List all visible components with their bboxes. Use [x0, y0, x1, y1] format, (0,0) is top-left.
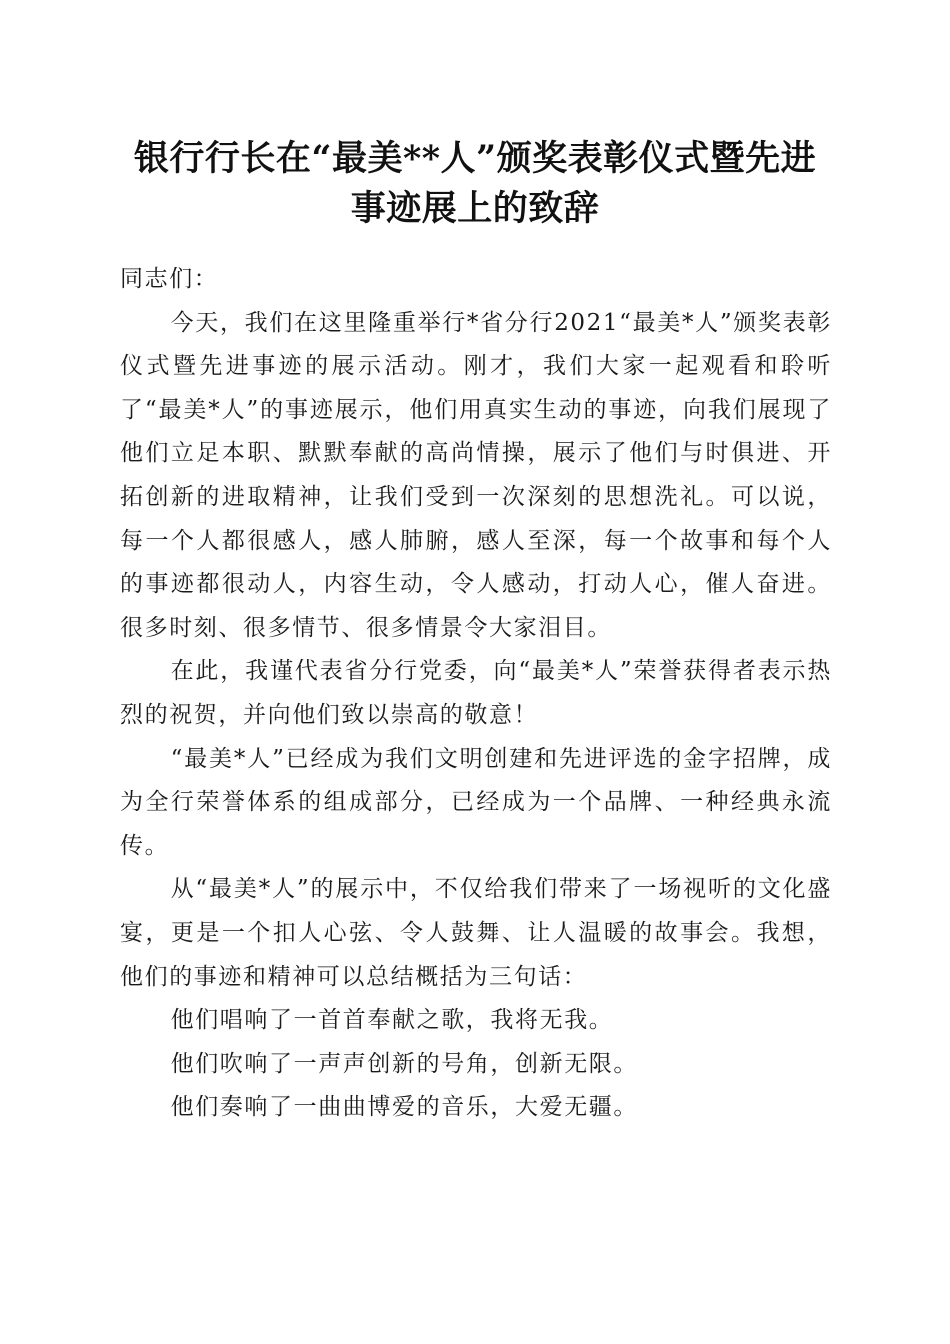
title-line-1: 银行行长在“最美**人”颁奖表彰仪式暨先进	[133, 138, 817, 179]
title-line-2: 事迹展上的致辞	[350, 188, 600, 229]
paragraph-opening: 今天，我们在这里隆重举行*省分行2021“最美*人”颁奖表彰仪式暨先进事迹的展示活动。刚才，我们大家一起观看和聆听了“最美*人”的事迹展示，他们用真实生动的事迹，向我们展现了他们立足本职、默默奉献的高尚情操，展示了他们与时俱进、开拓创新的进取精神，让我们受到一次深刻的思想洗礼。可以说，每一个人都很感人，感人肺腑，感人至深，每一个故事和每个人的事迹都很动人，内容生动，令人感动，打动人心，催人奋进。很多时刻、很多情节、很多情景令大家泪目。	[120, 309, 832, 641]
paragraph-point-3: 他们奏响了一曲曲博爱的音乐，大爱无疆。	[170, 1094, 638, 1121]
document-title	[110, 134, 840, 234]
paragraph-point-1: 他们唱响了一首首奉献之歌，我将无我。	[170, 1007, 614, 1034]
salutation: 同志们：	[120, 266, 219, 292]
paragraph-point-2: 他们吹响了一声声创新的号角，创新无限。	[170, 1050, 638, 1077]
paragraph-congratulations: 在此，我谨代表省分行党委，向“最美*人”荣誉获得者表示热烈的祝贺，并向他们致以崇高的敬意！	[120, 658, 832, 728]
paragraph-brand: “最美*人”已经成为我们文明创建和先进评选的金字招牌，成为全行荣誉体系的组成部分，已经成为一个品牌、一种经典永流传。	[120, 745, 832, 859]
paragraph-summary: 从“最美*人”的展示中，不仅给我们带来了一场视听的文化盛宴，更是一个扣人心弦、令人鼓舞、让人温暖的故事会。我想，他们的事迹和精神可以总结概括为三句话：	[120, 876, 832, 990]
document-body	[120, 258, 832, 1130]
